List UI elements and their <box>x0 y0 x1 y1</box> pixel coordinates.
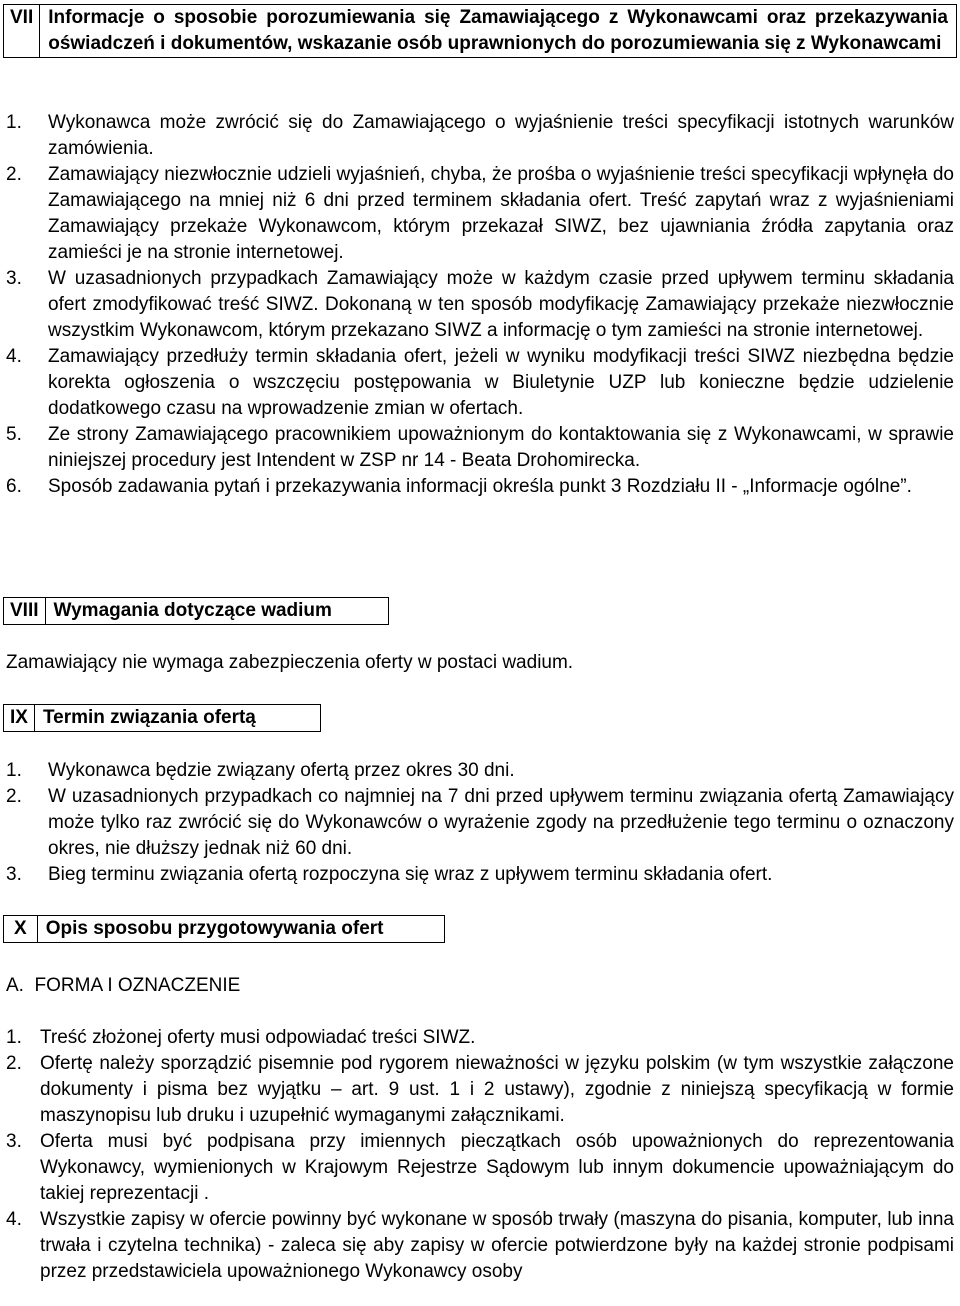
section-number: VIII <box>4 598 46 624</box>
item-number: 5. <box>6 424 22 445</box>
section-viii-header <box>3 597 389 625</box>
item-number: 2. <box>6 786 22 807</box>
list-item <box>6 1129 954 1207</box>
item-number: 3. <box>6 268 22 289</box>
item-number: 2. <box>6 1053 22 1074</box>
list-item <box>6 344 954 422</box>
section-number: IX <box>4 705 35 731</box>
section-title: Wymagania dotyczące wadium <box>53 600 332 621</box>
section-ix-list <box>6 758 954 888</box>
item-text: Sposób zadawania pytań i przekazywania informacji określa punkt 3 Rozdziału II - „Informacje ogólne”. <box>48 476 912 497</box>
list-item <box>6 266 954 344</box>
item-number: 1. <box>6 112 22 133</box>
section-x-header <box>3 915 445 943</box>
item-number: 1. <box>6 760 22 781</box>
item-text: Ze strony Zamawiającego pracownikiem upoważnionym do kontaktowania się z Wykonawcami, w sprawie niniejszej procedury jest Intendent w ZSP nr 14 - Beata Drohomirecka. <box>48 424 954 471</box>
list-item <box>6 1051 954 1129</box>
list-item <box>6 784 954 862</box>
section-viii-text: Zamawiający nie wymaga zabezpieczenia oferty w postaci wadium. <box>6 652 574 673</box>
item-text: Bieg terminu związania ofertą rozpoczyna się wraz z upływem terminu składania ofert. <box>48 864 773 885</box>
item-text: Wykonawca będzie związany ofertą przez okres 30 dni. <box>48 760 515 781</box>
list-item <box>6 422 954 474</box>
list-item <box>6 758 954 784</box>
section-title: Informacje o sposobie porozumiewania się Zamawiającego z Wykonawcami oraz przekazywania oświadczeń i dokumentów, wskazanie osób uprawnionych do porozumiewania się z Wykonawcami <box>48 7 948 54</box>
item-text: Ofertę należy sporządzić pisemnie pod rygorem nieważności w języku polskim (w tym wszystkie załączone dokumenty i pisma bez wyjątku – art. 9 ust. 1 i 2 ustawy), zgodnie z niniejszą specyfikacją w formie maszynopisu lub druku i uzupełnić wymaganymi załącznikami. <box>40 1053 954 1126</box>
list-item <box>6 1207 954 1285</box>
item-text: W uzasadnionych przypadkach co najmniej na 7 dni przed upływem terminu związania ofertą Zamawiający może tylko raz zwrócić się do Wykonawców o wyrażenie zgody na przedłużenie tego terminu o oznaczony okres, nie dłuższy jednak niż 60 dni. <box>48 786 954 859</box>
section-title: Termin związania ofertą <box>42 707 256 728</box>
item-number: 2. <box>6 164 22 185</box>
item-number: 4. <box>6 346 22 367</box>
section-vii-list <box>6 110 954 500</box>
item-number: 3. <box>6 1131 22 1152</box>
item-text: Oferta musi być podpisana przy imiennych pieczątkach osób upoważnionych do reprezentowania Wykonawcy, wymienionych w Krajowym Rejestrze Sądowym lub innym dokumencie upoważniającym do takiej reprezentacji . <box>40 1131 954 1204</box>
section-x-list <box>6 1025 954 1285</box>
item-number: 4. <box>6 1209 22 1230</box>
list-item <box>6 110 954 162</box>
item-number: 6. <box>6 476 22 497</box>
list-item <box>6 1025 954 1051</box>
list-item <box>6 162 954 266</box>
item-text: Wykonawca może zwrócić się do Zamawiającego o wyjaśnienie treści specyfikacji istotnych warunków zamówienia. <box>48 112 954 159</box>
item-text: W uzasadnionych przypadkach Zamawiający może w każdym czasie przed upływem terminu składania ofert zmodyfikować treść SIWZ. Dokonaną w ten sposób modyfikację Zamawiający przekaże niezwłocznie wszystkim Wykonawcom, którym przekazano SIWZ a informację o tym zamieści na stronie internetowej. <box>48 268 954 341</box>
item-number: 3. <box>6 864 22 885</box>
item-text: Zamawiający niezwłocznie udzieli wyjaśnień, chyba, że prośba o wyjaśnienie treści specyfikacji wpłynęła do Zamawiającego na mniej niż 6 dni przed terminem składania ofert. Treść zapytań wraz z wyjaśnieniami Zamawiający przekaże Wykonawcom, którym przekazał SIWZ, bez ujawniania źródła zapytania oraz zamieści je na stronie internetowej. <box>48 164 954 263</box>
item-text: Zamawiający przedłuży termin składania ofert, jeżeli w wyniku modyfikacji treści SIWZ niezbędna będzie korekta ogłoszenia o wszczęciu postępowania w Biuletynie UZP lub konieczne będzie udzielenie dodatkowego czasu na wprowadzenie zmian w ofertach. <box>48 346 954 419</box>
section-number: VII <box>4 5 40 57</box>
list-item <box>6 862 954 888</box>
section-title: Opis sposobu przygotowywania ofert <box>45 918 384 939</box>
section-number: X <box>4 916 38 942</box>
list-item <box>6 474 954 500</box>
section-ix-header <box>3 704 321 732</box>
subheading: A. FORMA I OZNACZENIE <box>6 975 241 996</box>
item-text: Wszystkie zapisy w ofercie powinny być wykonane w sposób trwały (maszyna do pisania, komputer, lub inna trwała i czytelna technika) - zaleca się aby zapisy w ofercie potwierdzone były na każdej stronie podpisami przez przedstawiciela upoważnionego Wykonawcy osoby <box>40 1209 954 1282</box>
section-vii-header <box>3 4 957 58</box>
item-text: Treść złożonej oferty musi odpowiadać treści SIWZ. <box>40 1027 476 1048</box>
item-number: 1. <box>6 1027 22 1048</box>
